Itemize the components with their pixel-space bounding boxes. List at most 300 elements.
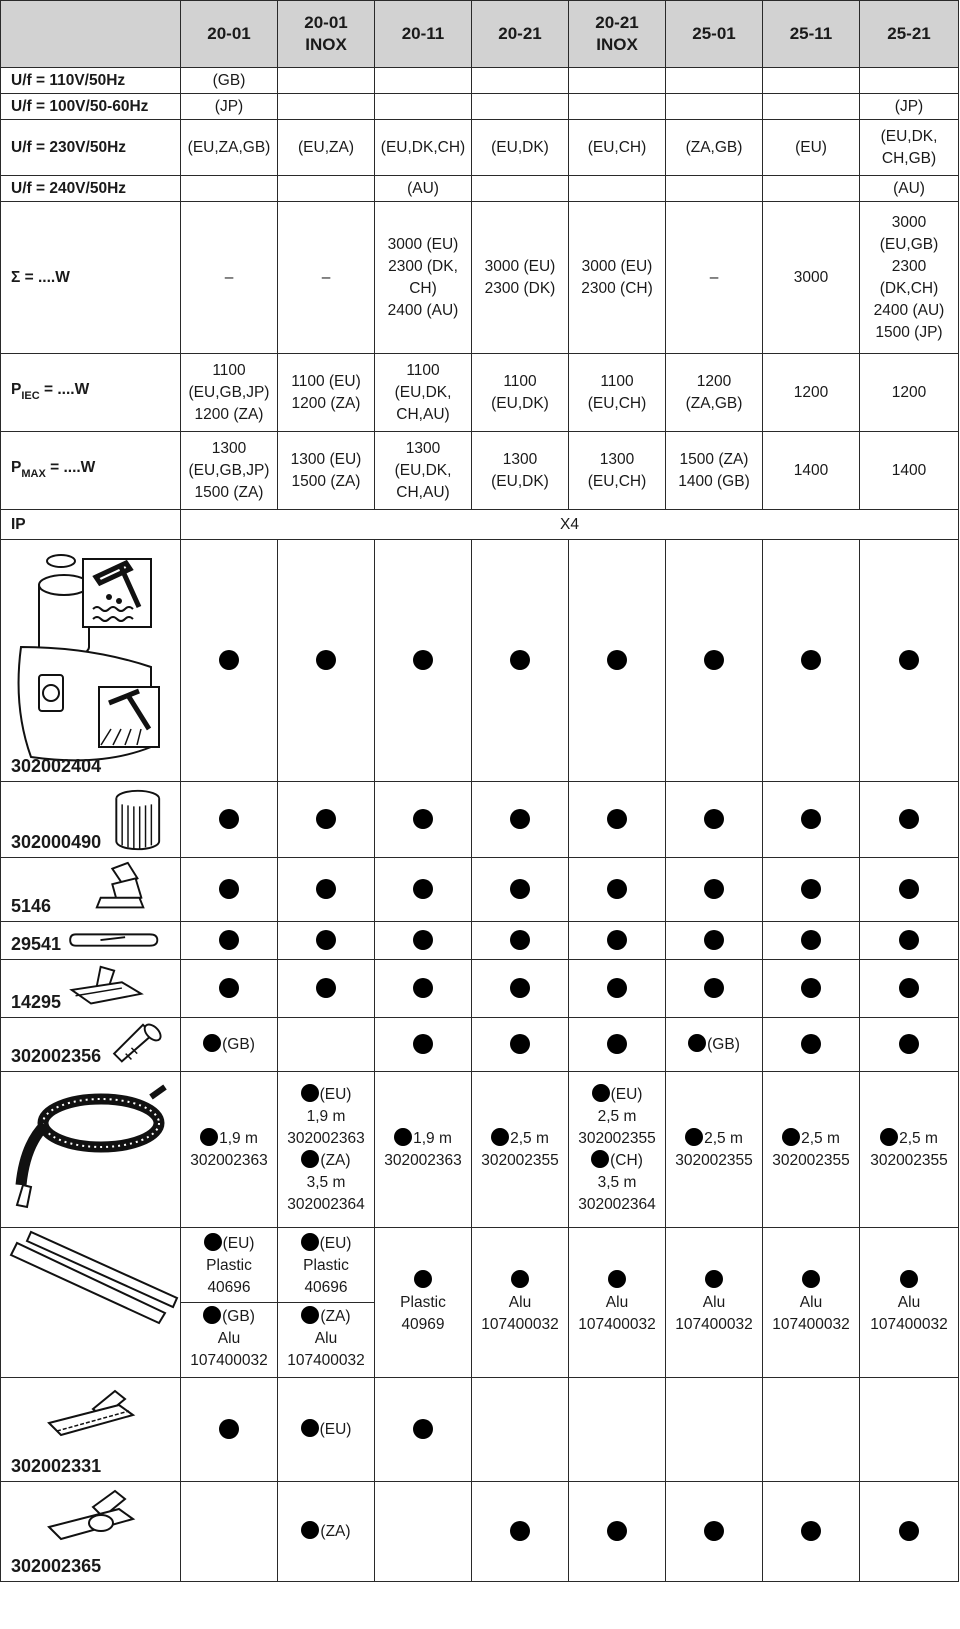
availability-cell (375, 960, 472, 1018)
voltage-cell (278, 176, 375, 202)
pmax-label: $P_{MAX} = ....W$ (1, 432, 181, 510)
included-dot (704, 809, 724, 829)
accessory-label-cell (1, 1482, 181, 1582)
sigma-row (1, 202, 959, 354)
region-note: (ZA) (320, 1522, 351, 1540)
included-dot (413, 1034, 433, 1054)
sigma-cell: 3000 (EU) 2300 (DK) (472, 202, 569, 354)
hose-line: 1,9 m (306, 1107, 346, 1125)
availability-cell (181, 922, 278, 960)
included-dot (607, 809, 627, 829)
included-dot (801, 650, 821, 670)
voltage-label: U/f = 100V/50-60Hz (1, 94, 181, 120)
availability-cell (763, 1378, 860, 1482)
hose-line: 3,5 m (597, 1173, 637, 1191)
wet-dry-floor-nozzle-icon (1, 1379, 181, 1453)
part-number: 302002365 (11, 1555, 102, 1576)
hose-line: 2,5 m (666, 1128, 762, 1150)
accessory-label-cell (1, 540, 181, 782)
availability-cell (278, 1482, 375, 1582)
availability-cell (666, 922, 763, 960)
voltage-cell: (EU,DK, CH,GB) (860, 120, 959, 176)
extension-tubes-icon (1, 1229, 181, 1339)
voltage-cell: (EU,CH) (569, 120, 666, 176)
model-header: 20-01 INOX (278, 1, 375, 68)
availability-cell (763, 922, 860, 960)
region-note: (GB) (707, 1035, 740, 1053)
availability-cell (375, 1482, 472, 1582)
included-dot (510, 1521, 530, 1541)
included-dot (782, 1128, 800, 1146)
availability-cell (278, 858, 375, 922)
hose-line: 302002364 (287, 1195, 365, 1213)
pmax-cell: 1300 (EU,CH) (569, 432, 666, 510)
availability-cell (860, 540, 959, 782)
included-dot (607, 1521, 627, 1541)
voltage-label: U/f = 230V/50Hz (1, 120, 181, 176)
included-dot (802, 1270, 820, 1288)
included-dot (705, 1270, 723, 1288)
hose-cell (375, 1072, 472, 1228)
pmax-cell: 1300 (EU,GB,JP) 1500 (ZA) (181, 432, 278, 510)
part-number: 14295 (11, 991, 62, 1012)
availability-cell (472, 1378, 569, 1482)
included-dot (301, 1150, 319, 1168)
accessory-row (1, 922, 959, 960)
included-dot (801, 809, 821, 829)
included-dot (704, 879, 724, 899)
availability-cell (666, 960, 763, 1018)
voltage-cell: (AU) (860, 176, 959, 202)
included-dot (219, 930, 239, 950)
hose-line: 302002355 (578, 1129, 656, 1147)
suction-hose-icon (1, 1073, 181, 1223)
hose-line: 302002355 (772, 1151, 850, 1169)
availability-cell (763, 1482, 860, 1582)
availability-cell (763, 1018, 860, 1072)
included-dot (413, 809, 433, 829)
voltage-cell (278, 68, 375, 94)
piec-label: $P_{IEC} = ....W$ (1, 354, 181, 432)
voltage-cell: (ZA,GB) (666, 120, 763, 176)
piec-cell: 1100 (EU,DK, CH,AU) (375, 354, 472, 432)
availability-cell (569, 782, 666, 858)
availability-cell (763, 858, 860, 922)
availability-cell (569, 1482, 666, 1582)
availability-cell (860, 1378, 959, 1482)
included-dot (607, 930, 627, 950)
accessory-row (1, 782, 959, 858)
included-dot (899, 809, 919, 829)
region-note: (GB) (222, 1035, 255, 1053)
availability-cell (860, 922, 959, 960)
voltage-cell (569, 94, 666, 120)
availability-cell (375, 1378, 472, 1482)
voltage-cell: (EU,ZA) (278, 120, 375, 176)
availability-cell (763, 782, 860, 858)
voltage-cell (472, 68, 569, 94)
voltage-cell: (GB) (181, 68, 278, 94)
included-dot (899, 1521, 919, 1541)
voltage-cell (666, 176, 763, 202)
sigma-cell: 3000 (763, 202, 860, 354)
included-dot (301, 1306, 319, 1324)
included-dot (413, 650, 433, 670)
availability-cell (181, 1378, 278, 1482)
included-dot (899, 978, 919, 998)
voltage-cell (860, 68, 959, 94)
model-header: 20-21 (472, 1, 569, 68)
hose-line: 2,5 m (597, 1107, 637, 1125)
hose-cell (569, 1072, 666, 1228)
included-dot (414, 1270, 432, 1288)
availability-cell (472, 858, 569, 922)
included-dot (219, 1419, 239, 1439)
included-dot (510, 650, 530, 670)
accessory-label-cell (1, 782, 181, 858)
included-dot (316, 879, 336, 899)
included-dot (316, 650, 336, 670)
accessory-label-cell (1, 960, 181, 1018)
included-dot (219, 879, 239, 899)
voltage-cell: (EU,DK) (472, 120, 569, 176)
included-dot (899, 650, 919, 670)
accessory-label-cell (1, 1072, 181, 1228)
piec-row (1, 354, 959, 432)
ip-row (1, 510, 959, 540)
availability-cell (278, 1378, 375, 1482)
included-dot (607, 1034, 627, 1054)
voltage-cell: (JP) (181, 94, 278, 120)
availability-cell (375, 1018, 472, 1072)
hose-line: 302002355 (481, 1151, 559, 1169)
availability-cell (181, 782, 278, 858)
hose-cell (763, 1072, 860, 1228)
included-dot (801, 1521, 821, 1541)
accessory-label-cell (1, 1378, 181, 1482)
availability-cell (278, 922, 375, 960)
hose-cell (472, 1072, 569, 1228)
availability-cell (472, 922, 569, 960)
availability-cell (860, 960, 959, 1018)
voltage-row (1, 68, 959, 94)
hose-line: 1,9 m (375, 1128, 471, 1150)
voltage-cell (181, 176, 278, 202)
piec-cell: 1100 (EU,CH) (569, 354, 666, 432)
included-dot (301, 1419, 319, 1437)
included-dot (899, 930, 919, 950)
included-dot (316, 978, 336, 998)
availability-cell (666, 858, 763, 922)
sigma-cell: 3000 (EU) 2300 (CH) (569, 202, 666, 354)
availability-cell (375, 922, 472, 960)
model-header: 25-21 (860, 1, 959, 68)
availability-cell (569, 858, 666, 922)
included-dot (801, 879, 821, 899)
piec-cell: 1200 (860, 354, 959, 432)
included-dot (510, 879, 530, 899)
included-dot (801, 930, 821, 950)
voltage-cell (472, 94, 569, 120)
pmax-cell: 1400 (860, 432, 959, 510)
included-dot (511, 1270, 529, 1288)
availability-cell (181, 1482, 278, 1582)
part-number: 302002356 (11, 1045, 102, 1066)
pmax-row (1, 432, 959, 510)
included-dot (607, 879, 627, 899)
hose-line: (EU) (278, 1084, 374, 1106)
voltage-cell (763, 68, 860, 94)
tube-cell: Alu 107400032 (569, 1228, 666, 1378)
hose-line: 302002363 (287, 1129, 365, 1147)
availability-cell (472, 1018, 569, 1072)
included-dot (301, 1521, 319, 1539)
tube-cell: (EU) Plastic 40696 (ZA) Alu 107400032 (278, 1228, 375, 1378)
included-dot (394, 1128, 412, 1146)
availability-cell (666, 540, 763, 782)
availability-cell (278, 782, 375, 858)
pmax-cell: 1500 (ZA) 1400 (GB) (666, 432, 763, 510)
included-dot (491, 1128, 509, 1146)
pmax-cell: 1400 (763, 432, 860, 510)
included-dot (704, 650, 724, 670)
included-dot (899, 1034, 919, 1054)
included-dot (608, 1270, 626, 1288)
availability-cell (666, 1482, 763, 1582)
availability-cell (666, 1018, 763, 1072)
hose-line: (EU) (569, 1084, 665, 1106)
availability-cell (569, 922, 666, 960)
hose-cell (666, 1072, 763, 1228)
hose-cell (181, 1072, 278, 1228)
availability-cell (375, 858, 472, 922)
header-corner (1, 1, 181, 68)
availability-cell (278, 1018, 375, 1072)
accessory-label-cell (1, 922, 181, 960)
voltage-cell (666, 94, 763, 120)
hose-line: (ZA) (278, 1150, 374, 1172)
tank-and-filter-bag-icon (1, 547, 181, 767)
included-dot (413, 978, 433, 998)
availability-cell (860, 782, 959, 858)
voltage-cell: (JP) (860, 94, 959, 120)
hose-cell (860, 1072, 959, 1228)
availability-cell (472, 960, 569, 1018)
availability-cell (569, 540, 666, 782)
included-dot (899, 879, 919, 899)
availability-cell (569, 1018, 666, 1072)
sigma-cell: 3000 (EU,GB) 2300 (DK,CH) 2400 (AU) 1500 (JP) (860, 202, 959, 354)
sigma-label: Σ = ....W (1, 202, 181, 354)
voltage-cell (666, 68, 763, 94)
included-dot (607, 650, 627, 670)
part-number: 5146 (11, 895, 52, 916)
hose-line: 1,9 m (181, 1128, 277, 1150)
included-dot (510, 1034, 530, 1054)
availability-cell (278, 960, 375, 1018)
accessory-label-cell (1, 1018, 181, 1072)
voltage-row (1, 176, 959, 202)
availability-cell (763, 960, 860, 1018)
tube-cell: Alu 107400032 (472, 1228, 569, 1378)
availability-cell (181, 1018, 278, 1072)
voltage-cell (763, 176, 860, 202)
sigma-cell: – (181, 202, 278, 354)
included-dot (316, 930, 336, 950)
availability-cell (375, 782, 472, 858)
availability-cell (860, 1482, 959, 1582)
included-dot (900, 1270, 918, 1288)
tube-cell: Alu 107400032 (763, 1228, 860, 1378)
included-dot (510, 978, 530, 998)
tube-cell: (EU) Plastic 40696 (GB) Alu 107400032 (181, 1228, 278, 1378)
combi-floor-nozzle-icon (1, 1483, 181, 1559)
part-number: 302002331 (11, 1455, 102, 1476)
voltage-cell: (EU,ZA,GB) (181, 120, 278, 176)
included-dot (413, 879, 433, 899)
floor-nozzle-row (1, 1482, 959, 1582)
included-dot (592, 1084, 610, 1102)
hose-line: 302002355 (870, 1151, 948, 1169)
included-dot (801, 1034, 821, 1054)
included-dot (219, 809, 239, 829)
voltage-label: U/f = 110V/50Hz (1, 68, 181, 94)
voltage-cell (763, 94, 860, 120)
included-dot (685, 1128, 703, 1146)
included-dot (203, 1306, 221, 1324)
hose-line: 302002363 (190, 1151, 268, 1169)
included-dot (704, 930, 724, 950)
accessory-row (1, 540, 959, 782)
ip-value: X4 (181, 510, 959, 540)
header-row (1, 1, 959, 68)
voltage-cell (278, 94, 375, 120)
model-header: 20-01 (181, 1, 278, 68)
model-header: 25-01 (666, 1, 763, 68)
availability-cell (569, 1378, 666, 1482)
availability-cell (666, 782, 763, 858)
accessory-row (1, 960, 959, 1018)
floor-nozzle-row (1, 1378, 959, 1482)
sigma-cell: 3000 (EU) 2300 (DK, CH) 2400 (AU) (375, 202, 472, 354)
part-number: 302000490 (11, 831, 102, 852)
included-dot (704, 1521, 724, 1541)
included-dot (219, 978, 239, 998)
hose-line: 3,5 m (306, 1173, 346, 1191)
hose-line: 302002364 (578, 1195, 656, 1213)
pmax-cell: 1300 (EU,DK) (472, 432, 569, 510)
piec-cell: 1100 (EU) 1200 (ZA) (278, 354, 375, 432)
availability-cell (666, 1378, 763, 1482)
accessory-label-cell (1, 858, 181, 922)
accessory-row (1, 858, 959, 922)
included-dot (880, 1128, 898, 1146)
included-dot (704, 978, 724, 998)
hose-line: 302002363 (384, 1151, 462, 1169)
included-dot (316, 809, 336, 829)
ip-label: IP (1, 510, 181, 540)
hose-line: 2,5 m (860, 1128, 958, 1150)
included-dot (801, 978, 821, 998)
hose-line: 302002355 (675, 1151, 753, 1169)
availability-cell (472, 540, 569, 782)
pmax-cell: 1300 (EU,DK, CH,AU) (375, 432, 472, 510)
included-dot (413, 1419, 433, 1439)
hose-line: 2,5 m (763, 1128, 859, 1150)
availability-cell (181, 858, 278, 922)
included-dot (591, 1150, 609, 1168)
sigma-cell: – (278, 202, 375, 354)
included-dot (301, 1084, 319, 1102)
voltage-label: U/f = 240V/50Hz (1, 176, 181, 202)
piec-cell: 1200 (ZA,GB) (666, 354, 763, 432)
included-dot (301, 1233, 319, 1251)
voltage-row (1, 120, 959, 176)
voltage-cell (569, 68, 666, 94)
tube-cell: Alu 107400032 (860, 1228, 959, 1378)
model-header: 20-21 INOX (569, 1, 666, 68)
included-dot (413, 930, 433, 950)
piec-cell: 1200 (763, 354, 860, 432)
availability-cell (278, 540, 375, 782)
sigma-cell: – (666, 202, 763, 354)
included-dot (607, 978, 627, 998)
included-dot (200, 1128, 218, 1146)
piec-cell: 1100 (EU,DK) (472, 354, 569, 432)
accessory-row (1, 1018, 959, 1072)
tube-cell: Plastic 40969 (375, 1228, 472, 1378)
model-header: 25-11 (763, 1, 860, 68)
accessory-label-cell (1, 1228, 181, 1378)
availability-cell (181, 960, 278, 1018)
availability-cell (569, 960, 666, 1018)
included-dot (204, 1233, 222, 1251)
tube-row (1, 1228, 959, 1378)
pmax-cell: 1300 (EU) 1500 (ZA) (278, 432, 375, 510)
included-dot (203, 1034, 221, 1052)
included-dot (688, 1034, 706, 1052)
availability-cell (181, 540, 278, 782)
voltage-cell: (EU) (763, 120, 860, 176)
part-number: 302002404 (11, 755, 102, 776)
availability-cell (375, 540, 472, 782)
voltage-cell: (EU,DK,CH) (375, 120, 472, 176)
model-header: 20-11 (375, 1, 472, 68)
voltage-cell: (AU) (375, 176, 472, 202)
voltage-row (1, 94, 959, 120)
tube-cell: Alu 107400032 (666, 1228, 763, 1378)
hose-line: 2,5 m (472, 1128, 568, 1150)
voltage-cell (569, 176, 666, 202)
hose-row (1, 1072, 959, 1228)
included-dot (510, 809, 530, 829)
region-note: (EU) (319, 1420, 352, 1438)
hose-line: (CH) (569, 1150, 665, 1172)
availability-cell (472, 1482, 569, 1582)
availability-cell (763, 540, 860, 782)
availability-cell (860, 1018, 959, 1072)
included-dot (510, 930, 530, 950)
voltage-cell (375, 94, 472, 120)
included-dot (219, 650, 239, 670)
voltage-cell (375, 68, 472, 94)
availability-cell (472, 782, 569, 858)
availability-cell (860, 858, 959, 922)
piec-cell: 1100 (EU,GB,JP) 1200 (ZA) (181, 354, 278, 432)
hose-cell (278, 1072, 375, 1228)
part-number: 29541 (11, 933, 62, 954)
voltage-cell (472, 176, 569, 202)
